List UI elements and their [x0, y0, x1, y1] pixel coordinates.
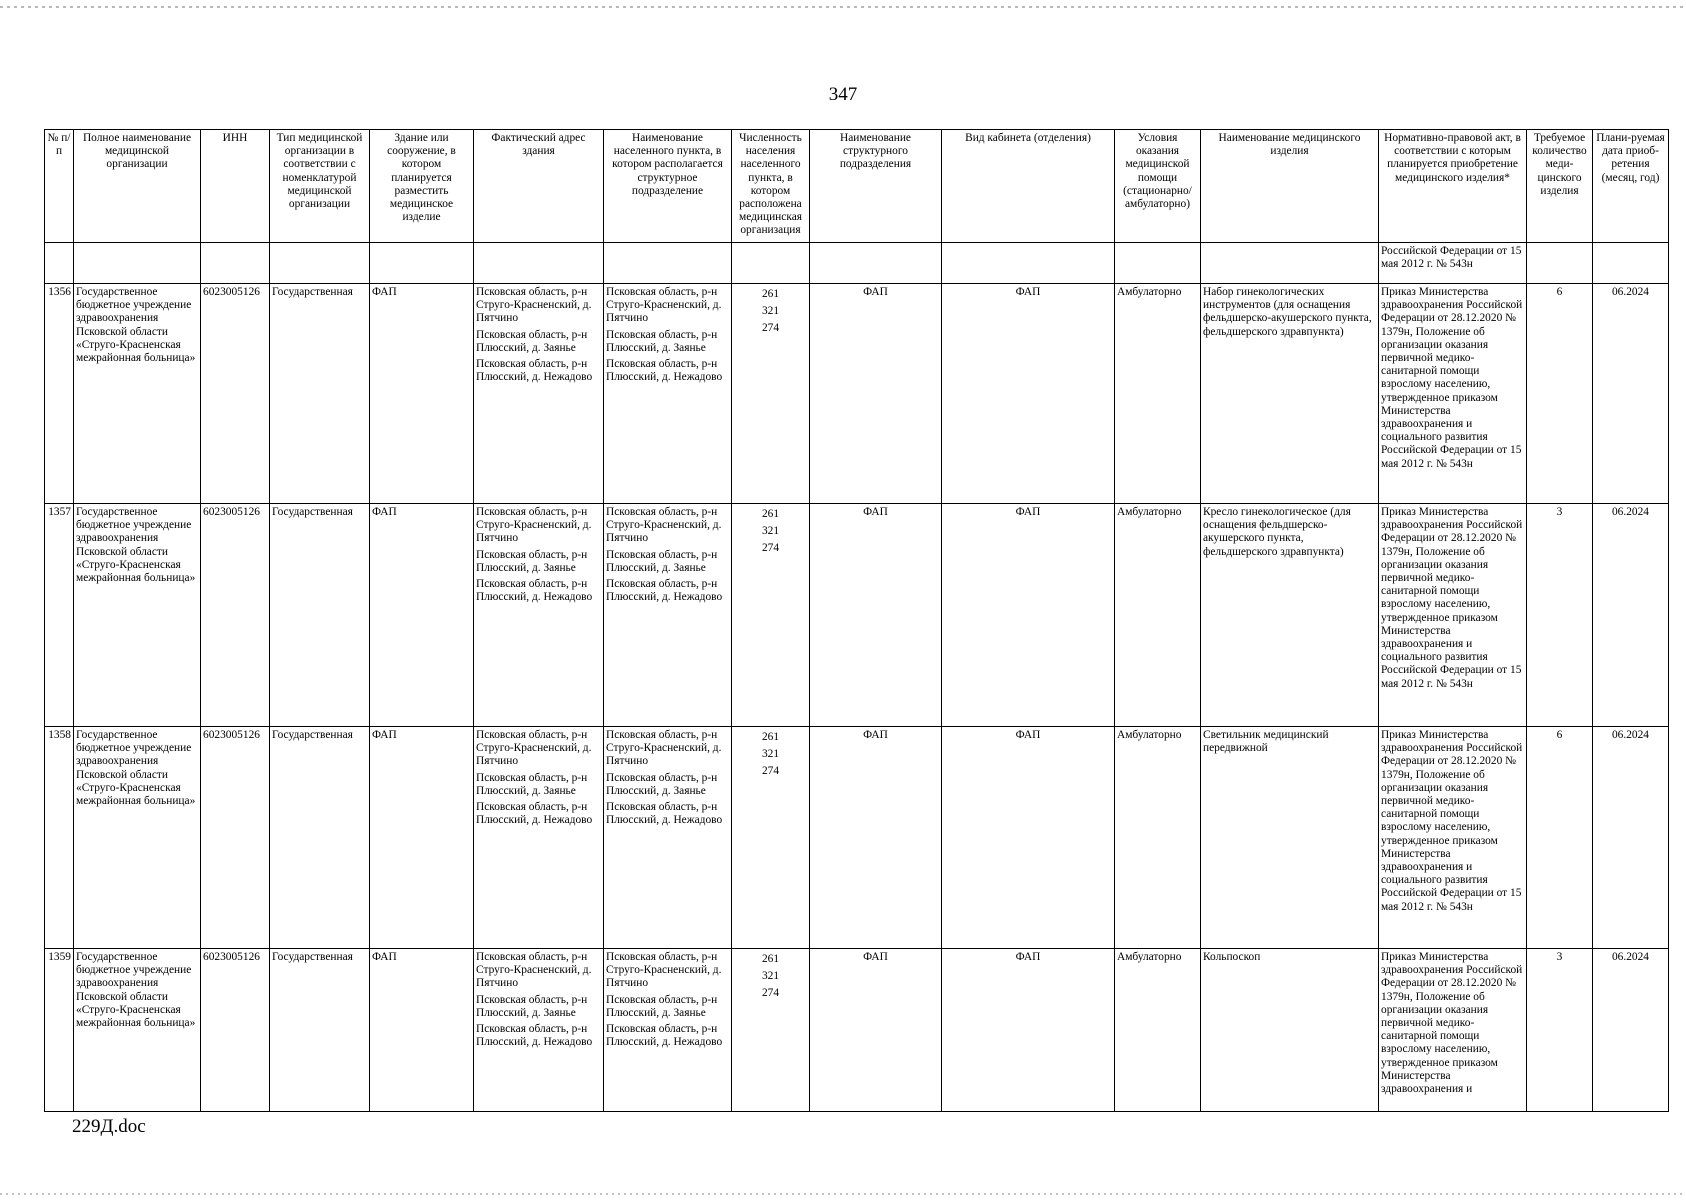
- continuation-row: [45, 243, 1669, 284]
- planned-date: 06.2024: [1593, 727, 1669, 949]
- org-name: Государственное бюджетное учреждение здравоохранения Псковской области «Струго-Красненская межрайонная больница»: [74, 504, 201, 727]
- header-unit: Наименование структурного подразделения: [810, 130, 942, 243]
- row-num: 1358: [45, 727, 74, 949]
- address-line: Псковская область, р-н Плюсский, д. Нежадово: [476, 578, 593, 604]
- address-line: Псковская область, р-н Плюсский, д. Заянье: [476, 771, 588, 797]
- device-name: Набор гинекологических инструментов (для оснащения фельдшерско-акушерского пункта, фельдшерского здравпункта): [1201, 284, 1379, 504]
- header-inn: ИНН: [201, 130, 270, 243]
- table-row: [45, 504, 1669, 727]
- settlement-line: Псковская область, р-н Плюсский, д. Нежадово: [606, 358, 723, 384]
- org-type: Государственная: [270, 727, 370, 949]
- settlement-line: Псковская область, р-н Плюсский, д. Заянье: [606, 548, 718, 574]
- settlement-line: Псковская область, р-н Плюсский, д. Заянье: [606, 771, 718, 797]
- header-building: Здание или сооружение, в котором планируется разместить медицинское изделие: [370, 130, 474, 243]
- population-value: 261: [761, 731, 780, 743]
- table-row: [45, 727, 1669, 949]
- building: ФАП: [370, 284, 474, 504]
- header-conditions: Условия оказания медицинской помощи (стационарно/ амбулаторно): [1115, 130, 1201, 243]
- population-value: 261: [761, 953, 780, 965]
- address-cell: [474, 284, 604, 504]
- settlement-line: Псковская область, р-н Струго-Красненский, д. Пятчино: [606, 506, 722, 545]
- registry-table: [44, 129, 1669, 1112]
- settlement-line: Псковская область, р-н Плюсский, д. Нежадово: [606, 578, 723, 604]
- address-cell: [474, 727, 604, 949]
- org-type: Государственная: [270, 504, 370, 727]
- population-value: 261: [761, 288, 780, 300]
- continuation-act: Российской Федерации от 15 мая 2012 г. № 543н: [1379, 243, 1527, 284]
- building: ФАП: [370, 727, 474, 949]
- population-value: 321: [761, 970, 780, 982]
- settlement-cell: [604, 504, 732, 727]
- address-line: Псковская область, р-н Струго-Красненский, д. Пятчино: [476, 951, 592, 990]
- quantity: 6: [1527, 727, 1593, 949]
- settlement-line: Псковская область, р-н Плюсский, д. Нежадово: [606, 1023, 723, 1049]
- care-conditions: Амбулаторно: [1115, 504, 1201, 727]
- legal-act: Приказ Министерства здравоохранения Российской Федерации от 28.12.2020 № 1379н, Положение об организации оказания первичной медико-санитарной помощи взрослому населению, утвержденное приказом Министерства здравоохранения и социального развития Российской Федерации от 15 мая 2012 г. № 543н: [1379, 727, 1527, 949]
- legal-act: Приказ Министерства здравоохранения Российской Федерации от 28.12.2020 № 1379н, Положение об организации оказания первичной медико-санитарной помощи взрослому населению, утвержденное приказом Министерства здравоохранения и социального развития Российской Федерации от 15 мая 2012 г. № 543н: [1379, 504, 1527, 727]
- population-value: 321: [761, 305, 780, 317]
- planned-date: 06.2024: [1593, 504, 1669, 727]
- population-value: 321: [761, 525, 780, 537]
- structural-unit: ФАП: [810, 284, 942, 504]
- population-value: 274: [761, 322, 780, 334]
- settlement-line: Псковская область, р-н Плюсский, д. Заянье: [606, 328, 718, 354]
- address-line: Псковская область, р-н Плюсский, д. Нежадово: [476, 801, 593, 827]
- structural-unit: ФАП: [810, 727, 942, 949]
- legal-act: Приказ Министерства здравоохранения Российской Федерации от 28.12.2020 № 1379н, Положение об организации оказания первичной медико-санитарной помощи взрослому населению, утвержденное приказом Министерства здравоохранения и социального развития Российской Федерации от 15 мая 2012 г. № 543н: [1379, 284, 1527, 504]
- settlement-line: Псковская область, р-н Плюсский, д. Заянье: [606, 993, 718, 1019]
- address-line: Псковская область, р-н Плюсский, д. Заянье: [476, 328, 588, 354]
- population-value: 261: [761, 508, 780, 520]
- address-cell: [474, 949, 604, 1112]
- care-conditions: Амбулаторно: [1115, 284, 1201, 504]
- quantity: 3: [1527, 504, 1593, 727]
- device-name: Кресло гинекологическое (для оснащения фельдшерско-акушерского пункта, фельдшерского здравпункта): [1201, 504, 1379, 727]
- population-cell: [732, 504, 810, 727]
- row-num: 1359: [45, 949, 74, 1112]
- quantity: 6: [1527, 284, 1593, 504]
- inn: 6023005126: [201, 727, 270, 949]
- population-value: 274: [761, 987, 780, 999]
- org-name: Государственное бюджетное учреждение здравоохранения Псковской области «Струго-Красненская межрайонная больница»: [74, 284, 201, 504]
- cabinet-type: ФАП: [942, 727, 1115, 949]
- address-line: Псковская область, р-н Струго-Красненский, д. Пятчино: [476, 506, 592, 545]
- building: ФАП: [370, 504, 474, 727]
- address-line: Псковская область, р-н Плюсский, д. Нежадово: [476, 358, 593, 384]
- cabinet-type: ФАП: [942, 284, 1115, 504]
- device-name: Кольпоскоп: [1201, 949, 1379, 1112]
- address-line: Псковская область, р-н Плюсский, д. Заянье: [476, 993, 588, 1019]
- header-date: Плани-руемая дата приоб-ретения (месяц, год): [1593, 130, 1669, 243]
- header-address: Фактический адрес здания: [474, 130, 604, 243]
- legal-act: Приказ Министерства здравоохранения Российской Федерации от 28.12.2020 № 1379н, Положение об организации оказания первичной медико-санитарной помощи взрослому населению, утвержденное приказом Министерства здравоохранения и: [1379, 949, 1527, 1112]
- planned-date: 06.2024: [1593, 949, 1669, 1112]
- address-line: Псковская область, р-н Струго-Красненский, д. Пятчино: [476, 729, 592, 768]
- address-line: Псковская область, р-н Плюсский, д. Заянье: [476, 548, 588, 574]
- care-conditions: Амбулаторно: [1115, 727, 1201, 949]
- inn: 6023005126: [201, 504, 270, 727]
- population-value: 274: [761, 765, 780, 777]
- settlement-line: Псковская область, р-н Струго-Красненский, д. Пятчино: [606, 286, 722, 325]
- header-num: № п/п: [45, 130, 74, 243]
- table-row: [45, 284, 1669, 504]
- population-value: 321: [761, 748, 780, 760]
- org-type: Государственная: [270, 949, 370, 1112]
- org-name: Государственное бюджетное учреждение здравоохранения Псковской области «Струго-Красненская межрайонная больница»: [74, 949, 201, 1112]
- quantity: 3: [1527, 949, 1593, 1112]
- cabinet-type: ФАП: [942, 504, 1115, 727]
- address-cell: [474, 504, 604, 727]
- header-qty: Требуемое количество меди-цинского изделия: [1527, 130, 1593, 243]
- settlement-cell: [604, 727, 732, 949]
- header-org: Полное наименование медицинской организации: [74, 130, 201, 243]
- population-cell: [732, 727, 810, 949]
- inn: 6023005126: [201, 949, 270, 1112]
- settlement-line: Псковская область, р-н Струго-Красненский, д. Пятчино: [606, 951, 722, 990]
- population-value: 274: [761, 542, 780, 554]
- header-type: Тип медицинской организации в соответствии с номенклатурой медицинской организации: [270, 130, 370, 243]
- settlement-cell: [604, 284, 732, 504]
- care-conditions: Амбулаторно: [1115, 949, 1201, 1112]
- structural-unit: ФАП: [810, 949, 942, 1112]
- address-line: Псковская область, р-н Плюсский, д. Нежадово: [476, 1023, 593, 1049]
- org-name: Государственное бюджетное учреждение здравоохранения Псковской области «Струго-Красненская межрайонная больница»: [74, 727, 201, 949]
- population-cell: [732, 949, 810, 1112]
- row-num: 1356: [45, 284, 74, 504]
- address-line: Псковская область, р-н Струго-Красненский, д. Пятчино: [476, 286, 592, 325]
- scan-edge-bottom: [0, 1193, 1686, 1195]
- planned-date: 06.2024: [1593, 284, 1669, 504]
- header-act: Нормативно-правовой акт, в соответствии с которым планируется приобретение медицинского изделия*: [1379, 130, 1527, 243]
- header-cabinet: Вид кабинета (отделения): [942, 130, 1115, 243]
- document-filename: 229Д.doc: [72, 1116, 146, 1137]
- row-num: 1357: [45, 504, 74, 727]
- building: ФАП: [370, 949, 474, 1112]
- scan-edge-top: [0, 6, 1686, 8]
- structural-unit: ФАП: [810, 504, 942, 727]
- settlement-line: Псковская область, р-н Плюсский, д. Нежадово: [606, 801, 723, 827]
- settlement-line: Псковская область, р-н Струго-Красненский, д. Пятчино: [606, 729, 722, 768]
- header-settlement: Наименование населенного пункта, в котором располагается структурное подразделение: [604, 130, 732, 243]
- device-name: Светильник медицинский передвижной: [1201, 727, 1379, 949]
- page-number: 347: [828, 84, 858, 105]
- inn: 6023005126: [201, 284, 270, 504]
- table-row: [45, 949, 1669, 1112]
- header-device: Наименование медицинского изделия: [1201, 130, 1379, 243]
- population-cell: [732, 284, 810, 504]
- header-population: Численность населения населенного пункта, в котором расположена медицинская организация: [732, 130, 810, 243]
- settlement-cell: [604, 949, 732, 1112]
- cabinet-type: ФАП: [942, 949, 1115, 1112]
- header-row: [45, 130, 1669, 243]
- org-type: Государственная: [270, 284, 370, 504]
